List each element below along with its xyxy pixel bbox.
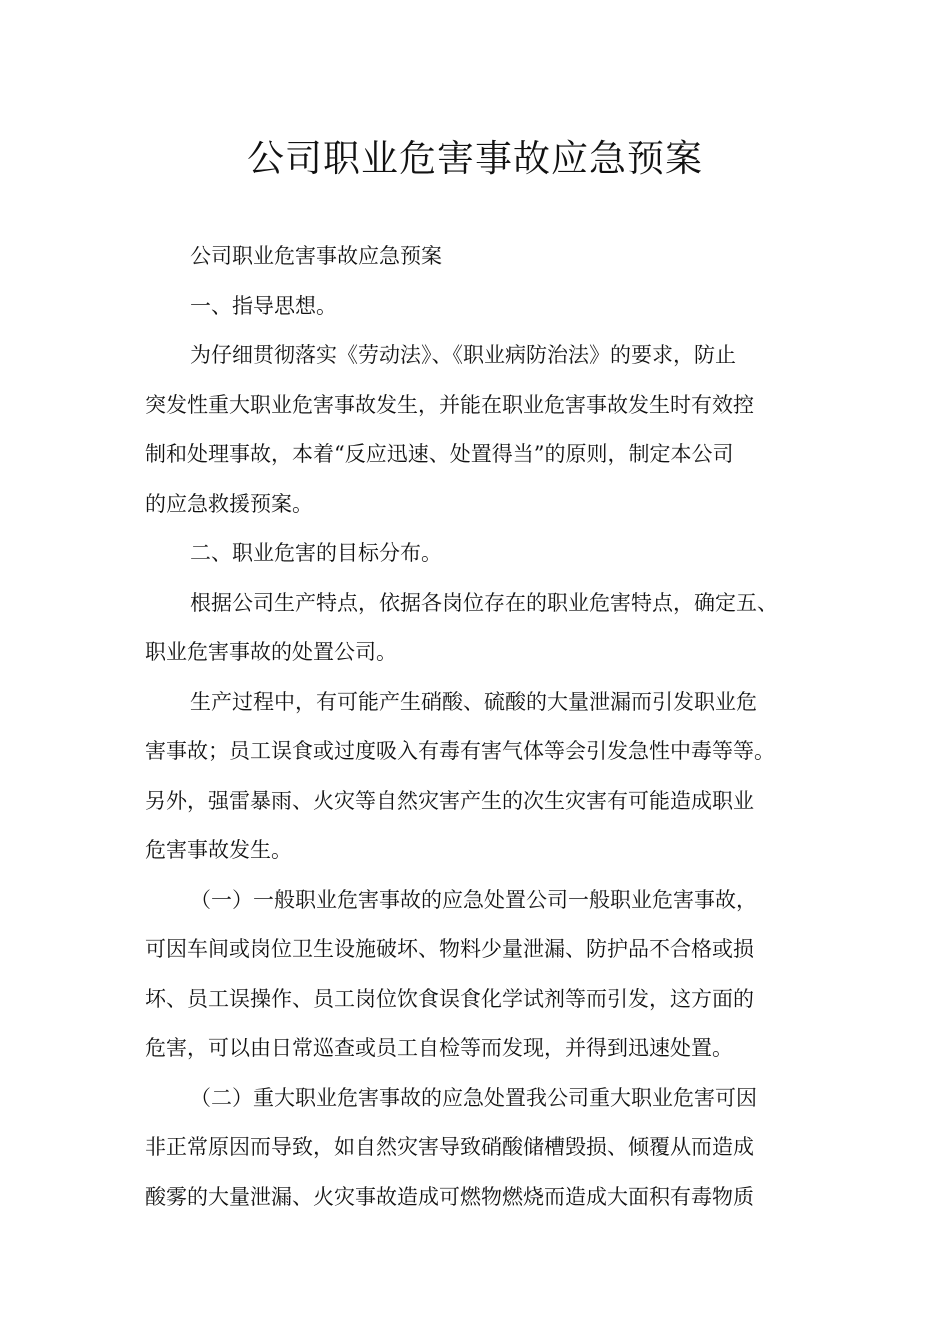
paragraph-line: 二、职业危害的目标分布。	[190, 541, 442, 565]
paragraph-line: 可因车间或岗位卫生设施破坏、物料少量泄漏、防护品不合格或损	[145, 937, 754, 961]
paragraph-line: 害事故；员工误食或过度吸入有毒有害气体等会引发急性中毒等等。	[145, 739, 775, 763]
paragraph-line: 为仔细贯彻落实《劳动法》、《职业病防治法》的要求，防止	[190, 343, 736, 367]
document-body	[145, 232, 825, 1222]
paragraph-line: 根据公司生产特点，依据各岗位存在的职业危害特点，确定五、	[190, 590, 778, 615]
paragraph-line: （二）重大职业危害事故的应急处置我公司重大职业危害可因	[190, 1085, 757, 1110]
paragraph-line: 酸雾的大量泄漏、火灾事故造成可燃物燃烧而造成大面积有毒物质	[145, 1184, 754, 1209]
paragraph-line: 的应急救援预案。	[145, 491, 313, 516]
paragraph-line: 非正常原因而导致，如自然灾害导致硝酸储槽毁损、倾覆从而造成	[145, 1135, 754, 1159]
paragraph-line: 制和处理事故，本着“反应迅速、处置得当”的原则，制定本公司	[145, 442, 734, 466]
paragraph-line: 坏、员工误操作、员工岗位饮食误食化学试剂等而引发，这方面的	[145, 986, 754, 1011]
paragraph-line: 生产过程中，有可能产生硝酸、硫酸的大量泄漏而引发职业危	[190, 689, 757, 714]
paragraph-line: 职业危害事故的处置公司。	[145, 640, 397, 664]
paragraph-line: （一）一般职业危害事故的应急处置公司一般职业危害事故，	[190, 887, 757, 912]
paragraph-line: 突发性重大职业危害事故发生，并能在职业危害事故发生时有效控	[145, 392, 754, 417]
paragraph-line: 另外，强雷暴雨、火灾等自然灾害产生的次生灾害有可能造成职业	[145, 788, 754, 813]
paragraph-line: 一、指导思想。	[190, 293, 337, 318]
paragraph-line: 危害事故发生。	[145, 838, 292, 862]
paragraph-line: 危害，可以由日常巡查或员工自检等而发现，并得到迅速处置。	[145, 1036, 733, 1060]
page-title: 公司职业危害事故应急预案	[247, 137, 703, 180]
paragraph-line: 公司职业危害事故应急预案	[190, 244, 442, 268]
